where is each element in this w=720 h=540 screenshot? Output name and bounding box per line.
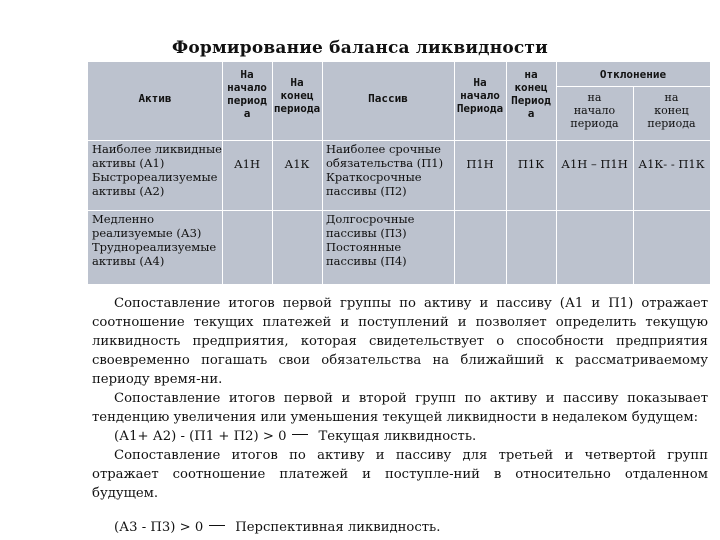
asset-label: Быстрореализуемые <box>92 170 218 184</box>
deviation-start-value: А1Н – П1Н <box>561 157 628 171</box>
liability-label: Краткосрочные <box>326 170 422 184</box>
paragraph-trend: Сопоставление итогов первой и второй групп по активу и пассиву показывает тенденцию увеличения или уменьшения текущей ликвидности в недалеком будущем: <box>92 391 708 425</box>
body-text <box>92 294 708 537</box>
asset-label: активы (А1) <box>92 156 165 170</box>
dash <box>209 525 225 526</box>
formula-perspective <box>114 518 708 537</box>
liquidity-balance-table <box>88 62 710 284</box>
asset-label: реализуемые (А3) <box>92 226 202 240</box>
paragraph-current-liquidity: Сопоставление итогов первой группы по активу и пассиву (А1 и П1) отражает соотношение текущих платежей и поступлений и позволяет определить текущую ликвидность предприятия, которая свидетельствует о способности предприятия своевременно погашать свои обязательства на ближайший к рассматриваемому периоду время-ни. <box>92 296 708 387</box>
header-liability: Пассив <box>368 92 408 105</box>
liability-group-1 <box>326 142 454 198</box>
liability-label: обязательства (П1) <box>326 156 444 170</box>
value-a1-end: А1К <box>284 157 310 171</box>
header-start-asset-line: а <box>243 107 251 120</box>
header-end-liability <box>506 68 556 120</box>
header-start-asset-line: начало <box>227 81 267 94</box>
header-start-asset-line: На <box>240 68 254 81</box>
header-deviation: Отклонение <box>599 68 667 81</box>
formula-perspective-label: Перспективная ликвидность. <box>235 520 441 535</box>
liability-label: Наиболее срочные <box>326 142 441 156</box>
deviation-end-value: А1К- - П1К <box>638 157 705 171</box>
dash <box>292 434 308 435</box>
header-deviation-start-line: на <box>587 91 602 104</box>
header-start-liability-line: На <box>473 76 487 89</box>
asset-label: Медленно <box>92 212 155 226</box>
asset-label: Труднореализуемые <box>92 240 217 254</box>
liability-group-2 <box>326 212 454 268</box>
header-end-liability-line: на <box>524 68 538 81</box>
formula-current-expression: (А1+ А2) - (П1 + П2) > 0 <box>114 429 287 444</box>
formula-current <box>114 427 708 446</box>
header-end-liability-line: конец <box>514 81 548 94</box>
header-end-asset <box>272 76 322 115</box>
header-deviation-start-line: периода <box>570 117 619 130</box>
header-end-asset-line: На <box>290 76 304 89</box>
header-end-asset-line: периода <box>273 102 321 115</box>
header-deviation-end-line: периода <box>647 117 696 130</box>
asset-label: активы (А2) <box>92 184 165 198</box>
formula-current-label: Текущая ликвидность. <box>318 429 477 444</box>
header-start-liability-line: начало <box>460 89 500 102</box>
header-start-asset-line: период <box>227 94 267 107</box>
page-title: Формирование баланса ликвидности <box>172 38 548 58</box>
header-end-liability-line: Период <box>511 94 551 107</box>
asset-label: Наиболее ликвидные <box>92 142 222 156</box>
header-asset: Актив <box>138 92 172 105</box>
asset-group-2 <box>92 212 222 268</box>
liability-label: пассивы (П4) <box>326 254 407 268</box>
header-deviation-end-line: конец <box>654 104 689 117</box>
paragraph-distant-future: Сопоставление итогов по активу и пассиву для третьей и четвертой групп отражает соотношение платежей и поступле-ний в относительно отдаленном будущем. <box>92 448 708 501</box>
header-deviation-end <box>633 91 710 130</box>
formula-perspective-expression: (А3 - П3) > 0 <box>114 520 204 535</box>
header-start-liability <box>454 76 506 115</box>
header-start-liability-line: Периода <box>456 102 504 115</box>
liability-label: пассивы (П3) <box>326 226 407 240</box>
header-start-asset <box>222 68 272 120</box>
liability-label: пассивы (П2) <box>326 184 407 198</box>
asset-group-1 <box>92 142 222 198</box>
header-end-asset-line: конец <box>280 89 314 102</box>
liability-label: Постоянные <box>326 240 402 254</box>
asset-label: активы (А4) <box>92 254 165 268</box>
header-deviation-end-line: на <box>664 91 679 104</box>
header-end-liability-line: а <box>527 107 535 120</box>
value-a1-start: А1Н <box>233 157 261 171</box>
value-p1-start: П1Н <box>466 157 494 171</box>
value-p1-end: П1К <box>517 157 545 171</box>
header-deviation-start-line: начало <box>573 104 616 117</box>
liability-label: Долгосрочные <box>326 212 415 226</box>
header-deviation-start <box>556 91 633 130</box>
